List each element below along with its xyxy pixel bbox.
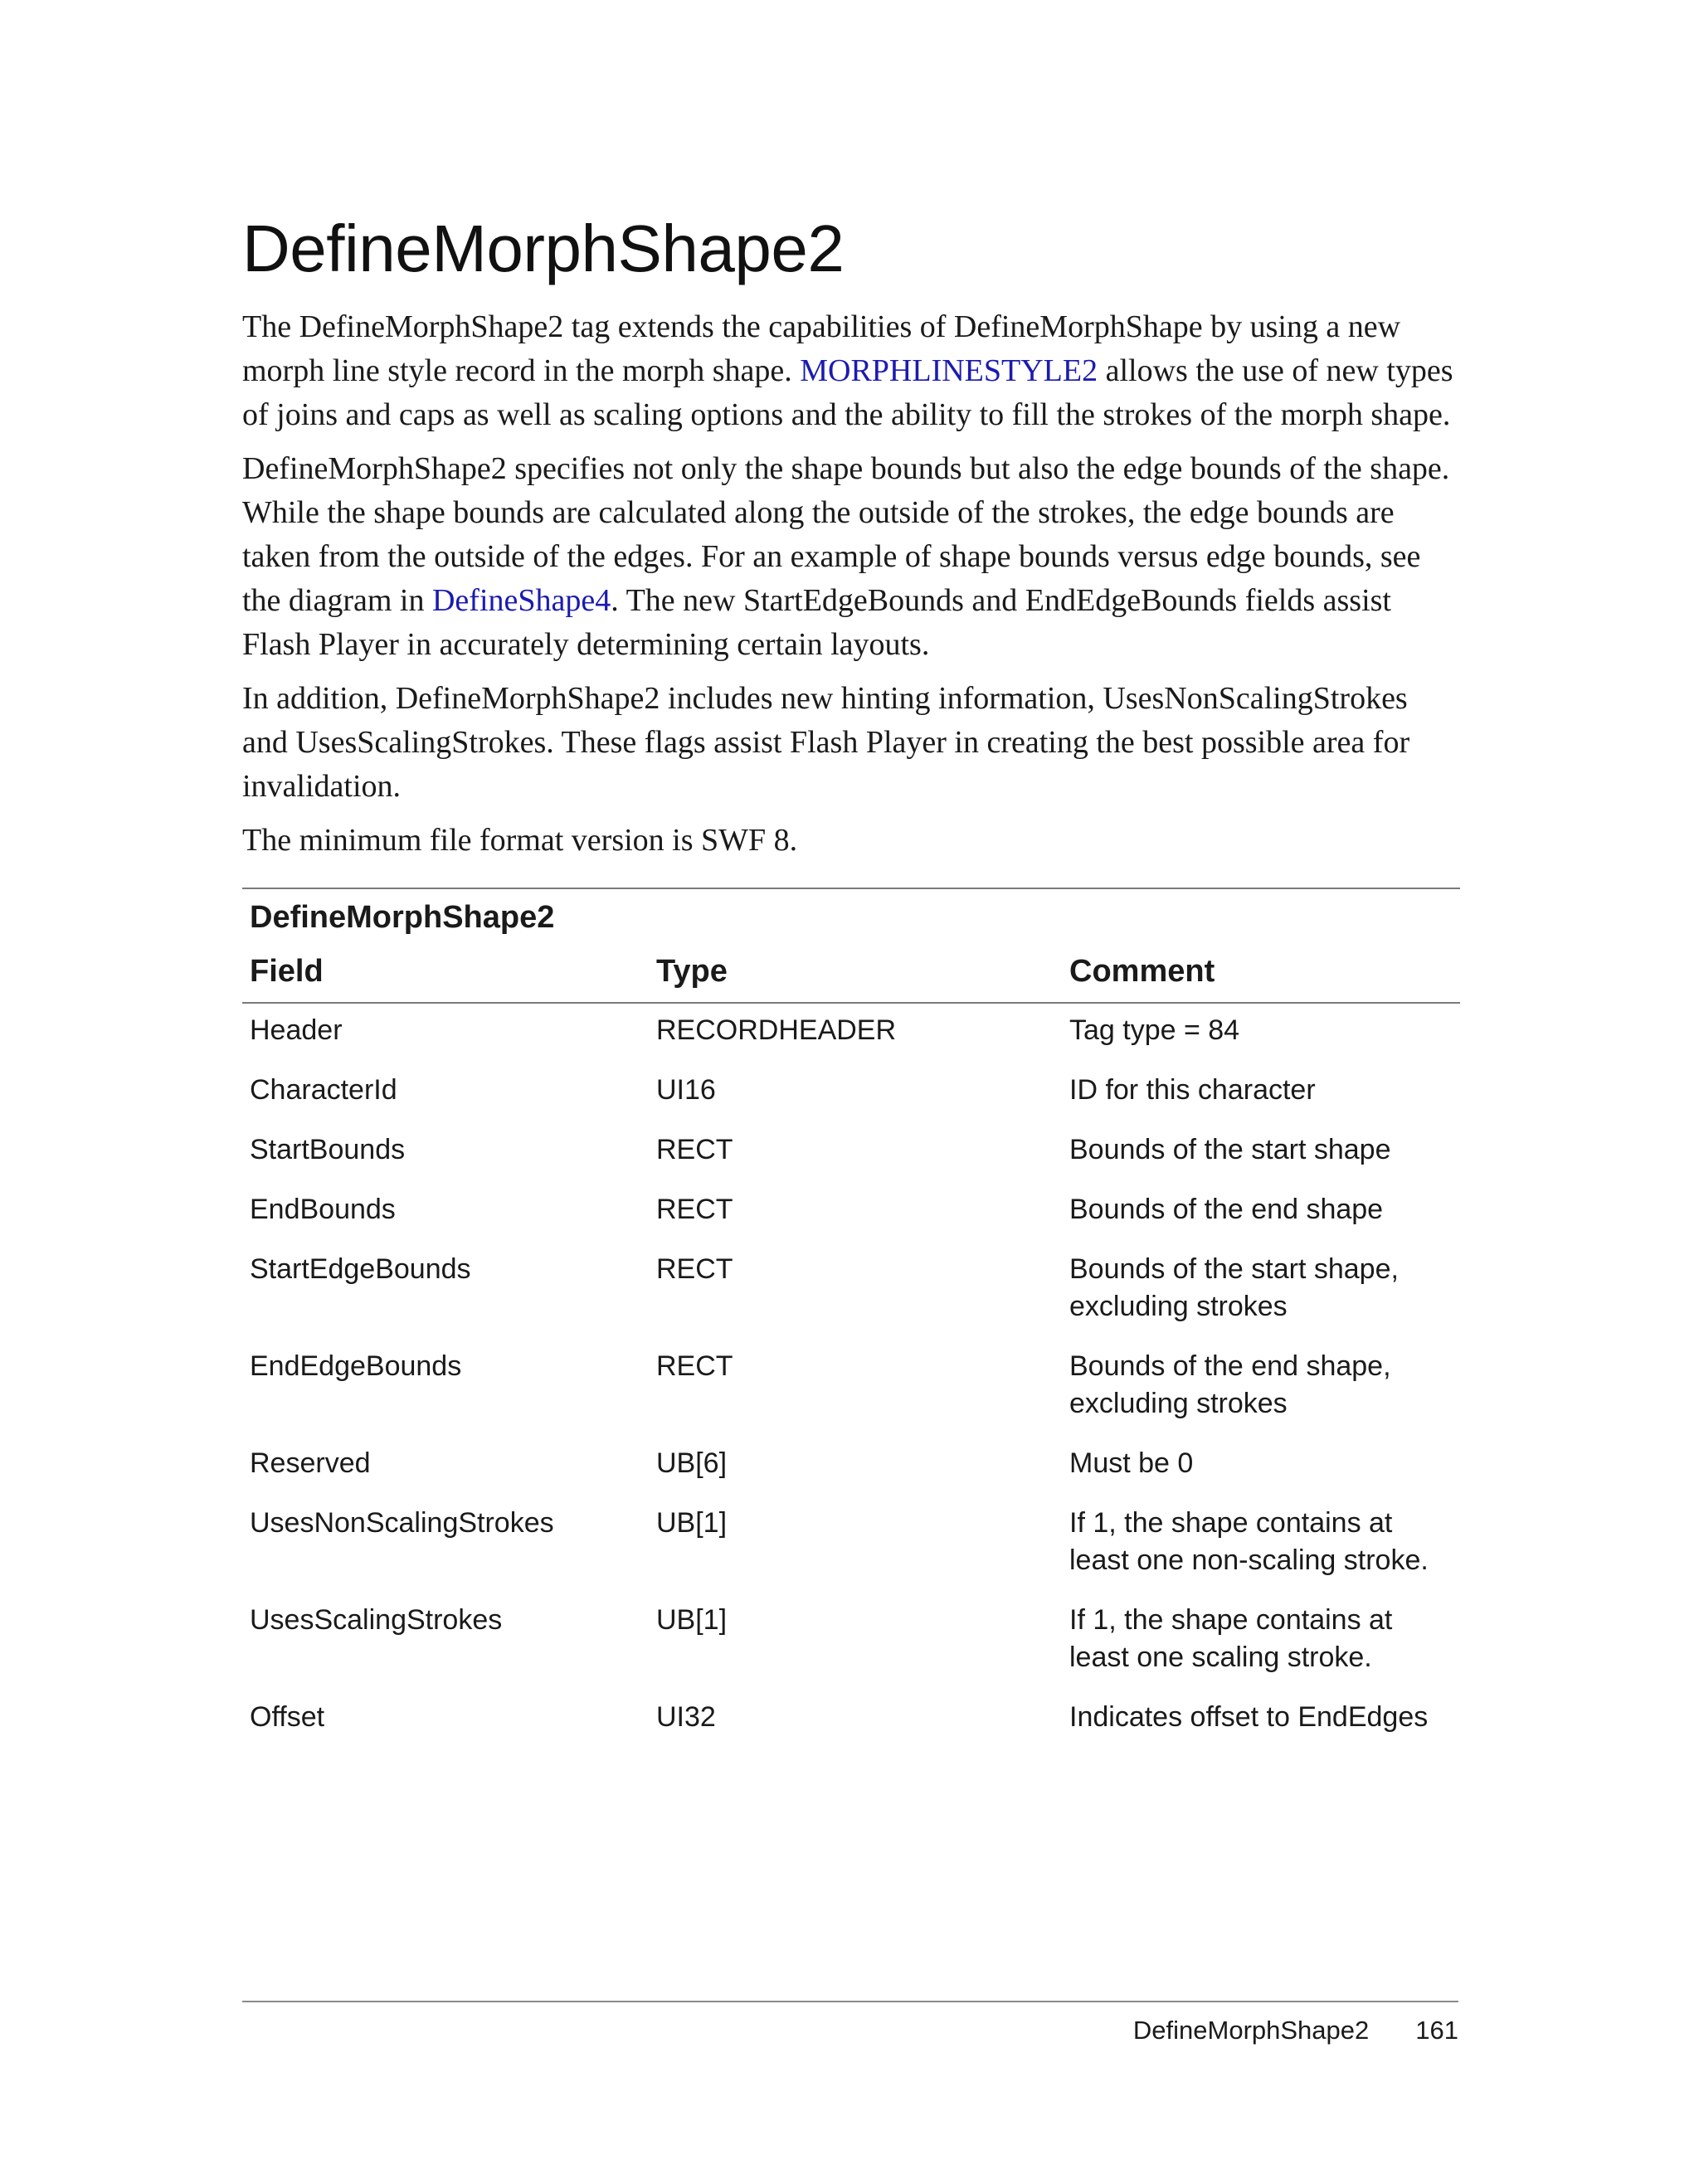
cell-field: UsesNonScalingStrokes bbox=[250, 1507, 554, 1539]
cell-field: Reserved bbox=[250, 1447, 371, 1479]
hinting-paragraph: In addition, DefineMorphShape2 includes new hinting information, UsesNonScalingStrokes and UsesScalingStrokes. These flags assist Flash Player in creating the best possible area for invalidation. bbox=[242, 681, 1410, 804]
cell-type: UI32 bbox=[656, 1701, 716, 1733]
cell-comment: ID for this character bbox=[1069, 1074, 1316, 1106]
header-type: Type bbox=[649, 946, 1062, 1003]
cell-type: RECT bbox=[656, 1194, 733, 1225]
bounds-paragraph bbox=[242, 447, 1460, 667]
cell-field: Offset bbox=[250, 1701, 325, 1733]
table-row bbox=[242, 1245, 1460, 1342]
cell-type: UB[1] bbox=[656, 1507, 728, 1539]
footer-divider bbox=[242, 2001, 1458, 2002]
page-content bbox=[242, 212, 1460, 1753]
cell-type: RECT bbox=[656, 1134, 733, 1165]
table-row bbox=[242, 1342, 1460, 1439]
cell-comment: Bounds of the end shape bbox=[1069, 1194, 1384, 1225]
cell-field: EndBounds bbox=[250, 1194, 396, 1225]
table-row bbox=[242, 1126, 1460, 1185]
footer-section-title: DefineMorphShape2 bbox=[1132, 2016, 1370, 2045]
bounds-text-after: . The new StartEdgeBounds and EndEdgeBounds fields assist Flash Player in accurately determining certain layouts. bbox=[242, 583, 1391, 662]
defineshape4-link[interactable]: DefineShape4 bbox=[431, 583, 611, 618]
cell-type: RECT bbox=[656, 1350, 733, 1382]
cell-type: UB[6] bbox=[656, 1447, 728, 1479]
cell-type: RECORDHEADER bbox=[656, 1014, 897, 1046]
table-row bbox=[242, 1596, 1460, 1693]
cell-field: CharacterId bbox=[250, 1074, 397, 1106]
cell-comment: If 1, the shape contains at least one scaling stroke. bbox=[1069, 1604, 1393, 1673]
cell-comment: Must be 0 bbox=[1069, 1447, 1194, 1479]
table-row bbox=[242, 1066, 1460, 1126]
cell-comment: Bounds of the end shape, excluding strokes bbox=[1069, 1350, 1391, 1419]
cell-type: UI16 bbox=[656, 1074, 716, 1106]
bounds-text-before: DefineMorphShape2 specifies not only the shape bounds but also the edge bounds of the shape. While the shape bounds are calculated along the outside of the strokes, the edge bounds are taken from the outside of the edges. For an example of shape bounds versus edge bounds, see the diagram in bbox=[242, 451, 1450, 618]
cell-field: StartBounds bbox=[250, 1134, 406, 1165]
cell-type: RECT bbox=[656, 1253, 733, 1285]
field-table-container bbox=[242, 888, 1460, 1753]
page-number: 161 bbox=[1415, 2016, 1458, 2045]
cell-field: StartEdgeBounds bbox=[250, 1253, 471, 1285]
cell-comment: Tag type = 84 bbox=[1069, 1014, 1240, 1046]
cell-field: UsesScalingStrokes bbox=[250, 1604, 503, 1636]
cell-field: EndEdgeBounds bbox=[250, 1350, 462, 1382]
table-row bbox=[242, 1499, 1460, 1596]
intro-text-after: allows the use of new types of joins and caps as well as scaling options and the ability to fill the strokes of the morph shape. bbox=[242, 353, 1453, 432]
intro-paragraph bbox=[242, 305, 1460, 437]
version-paragraph: The minimum file format version is SWF 8. bbox=[242, 823, 798, 858]
table-title: DefineMorphShape2 bbox=[250, 900, 555, 935]
table-row bbox=[242, 1185, 1460, 1245]
table-row bbox=[242, 1003, 1460, 1066]
table-row bbox=[242, 1693, 1460, 1753]
table-row bbox=[242, 1439, 1460, 1499]
field-table bbox=[242, 946, 1460, 1753]
cell-comment: Bounds of the start shape, excluding strokes bbox=[1069, 1253, 1399, 1322]
page-title: DefineMorphShape2 bbox=[242, 212, 845, 285]
header-comment: Comment bbox=[1062, 946, 1460, 1003]
morphlinestyle2-link[interactable]: MORPHLINESTYLE2 bbox=[800, 353, 1098, 388]
table-header-row bbox=[242, 946, 1460, 1003]
page-footer bbox=[242, 2016, 1458, 2045]
cell-type: UB[1] bbox=[656, 1604, 728, 1636]
intro-text-before: The DefineMorphShape2 tag extends the capabilities of DefineMorphShape by using a new morph line style record in the morph shape. bbox=[242, 309, 1401, 388]
header-field: Field bbox=[242, 946, 649, 1003]
cell-comment: Bounds of the start shape bbox=[1069, 1134, 1391, 1165]
cell-comment: If 1, the shape contains at least one non-scaling stroke. bbox=[1069, 1507, 1429, 1576]
cell-field: Header bbox=[250, 1014, 343, 1046]
cell-comment: Indicates offset to EndEdges bbox=[1069, 1701, 1429, 1733]
